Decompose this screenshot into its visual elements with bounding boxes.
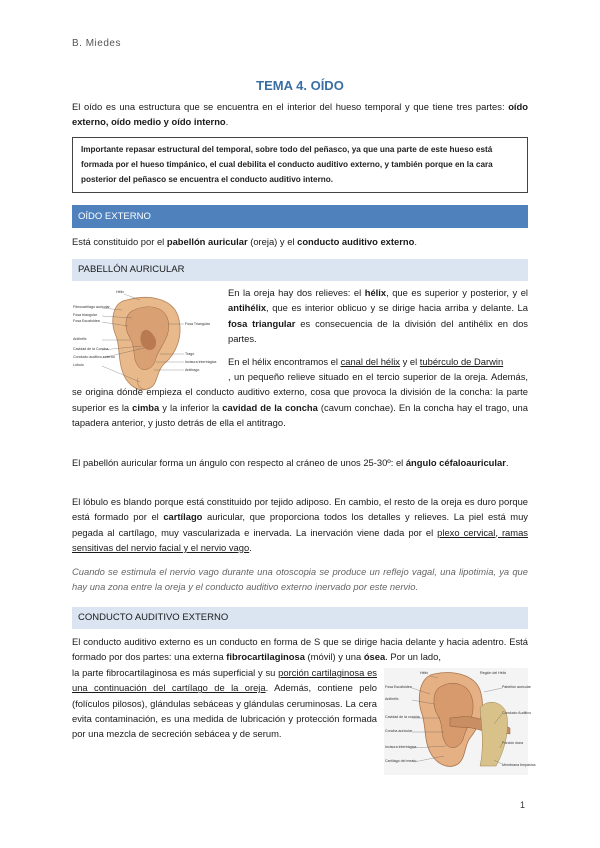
canal-p2-a: la parte fibrocartilaginosa es más superficial y su [72, 667, 279, 678]
page-number: 1 [520, 800, 526, 810]
pinna-p1-f: fosa triangular [228, 317, 296, 329]
fig2-label-l6: Cartílago del meato [385, 759, 417, 763]
canal-p1-d: ósea [363, 651, 386, 663]
pinna-p2-h: cavidad de la concha [222, 401, 318, 413]
intro-paragraph [72, 99, 528, 130]
pinna-p2-d: tubérculo de Darwin [419, 356, 504, 367]
pinna-p2-c: y el [399, 356, 420, 367]
pinna-paragraph-4 [72, 494, 528, 555]
pinna-p1-d: antihélix [228, 302, 267, 314]
canal-p1-e: . Por un lado, [385, 651, 441, 663]
pinna-paragraph-5: Cuando se estimula el nervio vago durante una otoscopia se produce un reflejo vagal, una lipotimia, ya que hay una zona entre la oreja y el conducto auditivo externo inervado por este nervio. [72, 566, 528, 593]
fig1-label-r1: Fosa Triangular [185, 322, 210, 326]
fig1-label-r4: Antitrago [185, 368, 200, 372]
pinna-p1-g: es consecuencia de la división del antihélix en dos partes. [228, 317, 528, 344]
external-text-a: Está constituido por el [72, 236, 167, 247]
pinna-paragraph-2 [72, 369, 528, 430]
fig1-label-l7: Lóbulo [73, 363, 84, 367]
fig1-label-l6: Conducto auditivo externo [73, 355, 115, 359]
external-text-e: . [414, 236, 417, 247]
section-heading-canal: CONDUCTO AUDITIVO EXTERNO [72, 607, 528, 629]
pinna-p3-b: ángulo céfaloauricular [405, 457, 506, 468]
pinna-p1-e: , que es interior oblicuo y se dirige hacia arriba y delante. La [266, 302, 528, 314]
fig2-label-r4: Membrana timpánica [502, 763, 536, 767]
fig1-label-l5: Cavidad de la Concha [73, 347, 109, 351]
external-text-d: conducto auditivo externo [297, 236, 415, 247]
pinna-paragraph-3 [72, 455, 528, 470]
pinna-p3-c: . [505, 457, 509, 468]
canal-p2-c: . Además, contiene pelo (folículos pilosos), glándulas sebáceas y glándulas ceruminosas. La cera evita contaminación, es una medida de lubricación y protección formada por una mezcla de secreción sebácea y de serum. [72, 682, 377, 740]
external-text-c: (oreja) y el [247, 236, 298, 247]
fig1-label-r2: Trago [185, 352, 195, 356]
author-header: B. Miedes [72, 38, 121, 49]
external-paragraph [72, 234, 528, 249]
pinna-p4-e: . [249, 541, 252, 553]
pinna-p2-a: En el hélix encontramos el [228, 356, 341, 367]
fig2-label-l3: Cavidad de la concha [385, 715, 420, 719]
fig2-label-l5: Incisura intertrágica [385, 745, 417, 749]
pinna-p1-a: En la oreja hay dos relieves: el [228, 287, 365, 298]
canal-p1-a: El conducto auditivo externo es un conducto en forma de S que se dirige hacia delante y hacia adentro. Está formado por dos partes: una externa [72, 636, 528, 663]
fig1-label-r3: Incisura intertrágica [185, 360, 217, 364]
fig2-label-r1: Pabellón auricular [502, 685, 531, 689]
pinna-p2-g: y la inferior la [159, 401, 223, 413]
intro-end: . [225, 116, 229, 128]
fig2-label-top: Hélix [420, 671, 428, 675]
canal-paragraph-1 [72, 634, 528, 665]
pinna-p4-d: plexo cervical, ramas sensitivas del nervio facial y el nervio vago [72, 526, 528, 553]
fig1-label-top: Hélix [116, 290, 124, 294]
pinna-p2-e: , un pequeño relieve situado en el tercio superior de la oreja. Además, se origina dónde empieza el conducto auditivo externo, cosa que provoca la división de la concha: la parte superior es la [72, 371, 528, 413]
intro-text: El oído es una estructura que se encuentra en el interior del hueso temporal y que tiene tres partes: [72, 101, 509, 112]
canal-p1-b: fibrocartilaginosa [226, 651, 305, 663]
intro-bold: oído externo, oído medio y oído interno [72, 101, 528, 128]
pinna-p2-b: canal del hélix [340, 356, 400, 367]
fig1-label-l1: Fibrocartílago auricular [73, 305, 110, 309]
pinna-p2-f: cimba [132, 401, 160, 413]
fig2-label-l2: Antihélix [385, 697, 399, 701]
fig1-label-l2: Fosa triangular [73, 313, 97, 317]
canal-p2-b: porción cartilaginosa es una continuación del cartílago de la oreja [72, 667, 377, 694]
fig2-label-l4: Concha auricular [385, 729, 413, 733]
ear-canal-diagram [384, 668, 536, 775]
section-heading-external: OÍDO EXTERNO [72, 205, 528, 228]
canal-p1-c: (móvil) y una [304, 651, 364, 663]
pinna-p1-b: hélix [364, 287, 387, 298]
pinna-p4-b: cartílago [163, 511, 203, 523]
fig2-label-r3: Porción ósea [502, 741, 523, 745]
fig2-label-r2: Conducto Auditivo [502, 711, 531, 715]
pinna-p3-a: El pabellón auricular forma un ángulo con respecto al cráneo de unos 25-30º: el [72, 457, 406, 468]
page-title: TEMA 4. OÍDO [256, 78, 344, 93]
pinna-p1-c: , que es superior y posterior, y el [386, 287, 529, 298]
canal-paragraph-2 [72, 665, 377, 741]
pinna-paragraph-1 [228, 285, 528, 346]
pinna-p2-i: (cavum conchae). En la concha hay el trago, una tapadera anterior, y justo detrás de ella el antitrago. [72, 401, 528, 428]
fig2-label-l1: Fosa Escafoidea [385, 685, 412, 689]
pinna-p4-a: El lóbulo es blando porque está constituido por tejido adiposo. En cambio, el resto de la oreja es duro porque está formado por el [72, 496, 528, 523]
fig1-label-l4: Antihélix [73, 337, 87, 341]
section-heading-pinna: PABELLÓN AURICULAR [72, 259, 528, 281]
external-text-b: pabellón auricular [166, 236, 248, 247]
fig1-label-l3: Fosa Escafoidea [73, 319, 100, 323]
pinna-paragraph-2-start [228, 354, 528, 369]
pinna-p4-c: auricular, que proporciona todos los detalles y relieves. La piel está muy pegada al cartílago, muy vascularizada e inervada. La inervación viene dada por el [72, 511, 528, 538]
fig2-label-top2: Región del Hélix [480, 671, 507, 675]
note-box: Importante repasar estructural del temporal, sobre todo del peñasco, ya que una parte de este hueso está formada por el hueso timpánico, el cual debilita el conducto auditivo externo, y también porque en la cara posterior del peñasco se encuentra el conducto auditivo interno. [72, 137, 528, 193]
